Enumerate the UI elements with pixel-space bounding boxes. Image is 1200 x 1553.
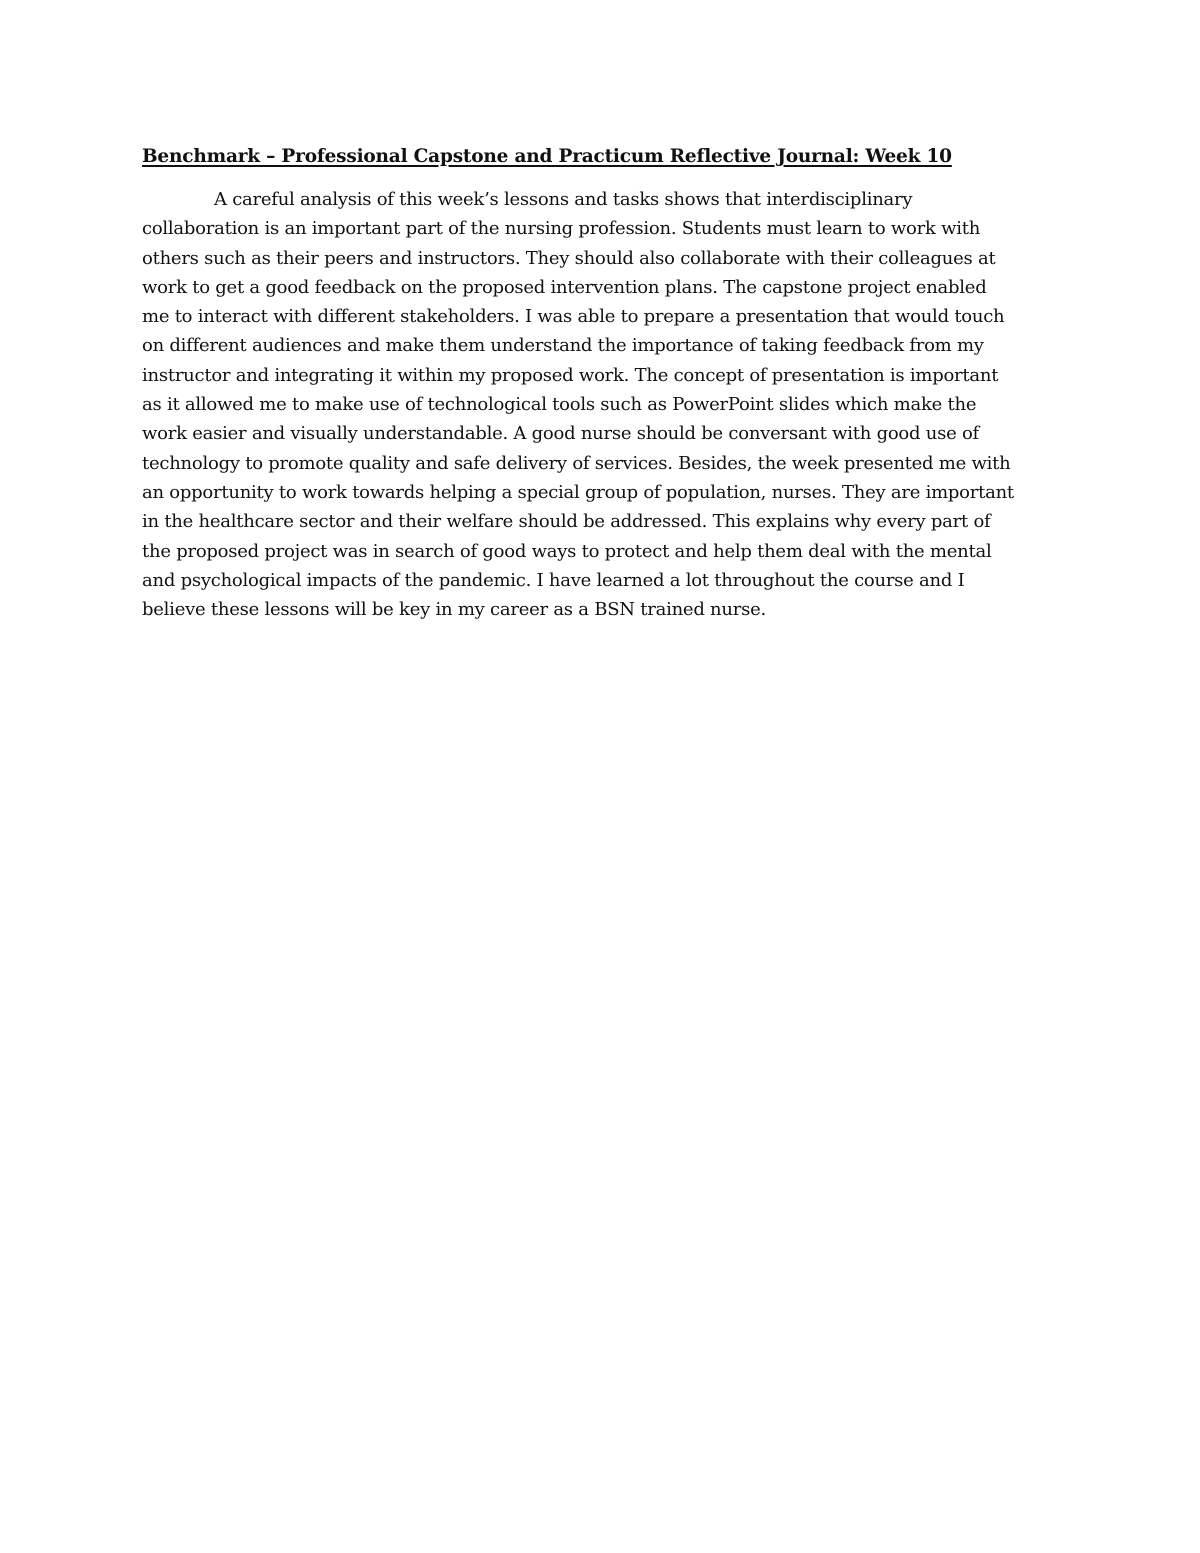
- document-content: [142, 141, 1072, 624]
- paragraph-line: me to interact with different stakeholders. I was able to prepare a presentation that would touch: [142, 306, 1005, 328]
- paragraph-line: others such as their peers and instructors. They should also collaborate with their colleagues at: [142, 247, 996, 269]
- paragraph-line: and psychological impacts of the pandemic. I have learned a lot throughout the course and I: [142, 569, 965, 591]
- paragraph-line: collaboration is an important part of the nursing profession. Students must learn to work with: [142, 218, 981, 240]
- paragraph-line: believe these lessons will be key in my career as a BSN trained nurse.: [142, 599, 766, 621]
- journal-paragraph: [142, 185, 1072, 624]
- paragraph-line: as it allowed me to make use of technological tools such as PowerPoint slides which make the: [142, 394, 977, 416]
- paragraph-line: A careful analysis of this week’s lessons and tasks shows that interdisciplinary: [214, 189, 913, 210]
- paragraph-line: work to get a good feedback on the proposed intervention plans. The capstone project enabled: [142, 276, 987, 298]
- paragraph-line: an opportunity to work towards helping a special group of population, nurses. They are important: [142, 481, 1014, 503]
- paragraph-line: instructor and integrating it within my proposed work. The concept of presentation is important: [142, 364, 999, 386]
- paragraph-line: on different audiences and make them understand the importance of taking feedback from my: [142, 335, 984, 357]
- paragraph-line: the proposed project was in search of good ways to protect and help them deal with the mental: [142, 540, 992, 562]
- document-title: Benchmark – Professional Capstone and Practicum Reflective Journal: Week 10: [142, 146, 952, 167]
- paragraph-line: work easier and visually understandable. A good nurse should be conversant with good use of: [142, 423, 979, 445]
- paragraph-line: technology to promote quality and safe delivery of services. Besides, the week presented me with: [142, 452, 1011, 474]
- paragraph-line: in the healthcare sector and their welfare should be addressed. This explains why every part of: [142, 511, 991, 533]
